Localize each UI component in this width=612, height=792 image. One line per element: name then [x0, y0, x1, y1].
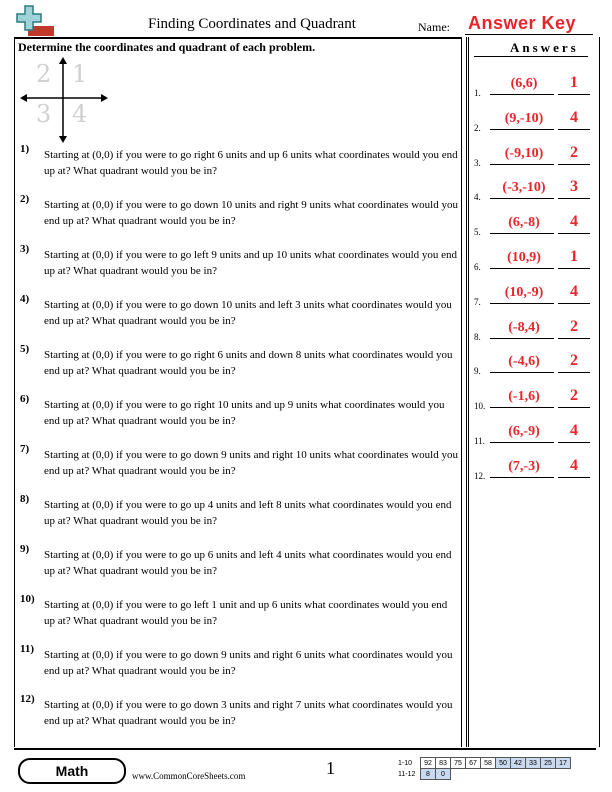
answer-row	[474, 352, 594, 384]
quadrant-answer-line	[558, 303, 590, 304]
question-text: Starting at (0,0) if you were to go left 9 units and up 10 units what coordinates would you end up at? What quadrant would you be in?	[44, 249, 458, 277]
score-cell: 42	[511, 758, 526, 769]
coordinate-answer-line	[490, 164, 554, 165]
math-plus-logo-icon	[14, 4, 54, 38]
coordinate-answer-line	[490, 233, 554, 234]
answer-coordinate: (6,-9)	[508, 424, 540, 439]
score-cell: 75	[451, 758, 466, 769]
question-text: Starting at (0,0) if you were to go down 10 units and right 9 units what coordinates would you end up at? What quadrant would you be in?	[44, 199, 458, 227]
answer-quadrant: 4	[570, 108, 578, 126]
worksheet-title: Finding Coordinates and Quadrant	[148, 16, 356, 32]
score-cell: 50	[496, 758, 511, 769]
question-number: 3)	[20, 243, 30, 255]
answer-row	[474, 422, 594, 454]
answer-coordinate: (6,6)	[510, 76, 538, 91]
question-text: Starting at (0,0) if you were to go right 10 units and up 9 units what coordinates would you end up at? What quadrant would you be in?	[44, 399, 445, 427]
answer-number: 12.	[474, 470, 486, 481]
score-cell: 83	[436, 758, 451, 769]
quadrant-label-1: 1	[72, 60, 88, 88]
quadrant-answer-line	[558, 164, 590, 165]
quadrant-answer-line	[558, 338, 590, 339]
answer-quadrant: 2	[570, 352, 578, 370]
answer-coordinate: (9,-10)	[504, 110, 544, 126]
answer-coordinate: (-9,10)	[504, 145, 544, 161]
answer-quadrant: 2	[570, 143, 578, 161]
answer-row	[474, 282, 594, 315]
question-text: Starting at (0,0) if you were to go right 6 units and down 8 units what coordinates would you end up at? What quadrant would you be in?	[44, 349, 453, 377]
answer-quadrant: 4	[570, 422, 578, 439]
answer-number: 1.	[474, 88, 481, 98]
footer-rule	[14, 748, 596, 750]
question-number: 9)	[20, 543, 30, 555]
question-text: Starting at (0,0) if you were to go down 10 units and left 3 units what coordinates would you end up at? What quadrant would you be in?	[44, 299, 452, 327]
quadrant-answer-line	[558, 233, 590, 234]
answer-number: 2.	[474, 122, 481, 133]
answers-title-underline	[474, 56, 588, 57]
quadrant-answer-line	[558, 442, 590, 443]
question-number: 12)	[20, 693, 35, 705]
answer-coordinate: (10,9)	[507, 250, 541, 265]
answer-quadrant: 1	[570, 248, 578, 265]
score-cell-empty	[481, 769, 496, 780]
answer-coordinate: (6,-8)	[508, 215, 540, 231]
quadrant-answer-line	[558, 372, 590, 373]
quadrant-label-2: 2	[36, 60, 52, 88]
quadrant-answer-line	[558, 407, 590, 408]
coordinate-answer-line	[490, 303, 554, 304]
answer-row	[474, 108, 594, 141]
quadrant-label-3: 3	[36, 100, 52, 128]
answer-key-label: Answer Key	[468, 13, 577, 33]
question-text: Starting at (0,0) if you were to go down 9 units and right 10 units what coordinates would you end up at? What quadrant would you be in?	[44, 449, 458, 477]
answer-coordinate: (-1,6)	[508, 389, 540, 405]
instructions: Determine the coordinates and quadrant of each problem.	[18, 40, 316, 54]
answer-number: 3.	[474, 157, 481, 168]
question-number: 6)	[20, 393, 30, 405]
quadrant-diagram	[18, 56, 110, 144]
question-text: Starting at (0,0) if you were to go up 4 units and left 8 units what coordinates would you end up at? What quadrant would you be in?	[44, 499, 452, 527]
answer-coordinate: (10,-9)	[504, 284, 544, 300]
question-text: Starting at (0,0) if you were to go right 6 units and up 6 units what coordinates would you end up at? What quadrant would you be in?	[44, 149, 458, 177]
score-cell: 58	[481, 758, 496, 769]
score-cell-empty	[556, 769, 571, 780]
question-number: 5)	[20, 343, 30, 355]
subject-badge: Math	[18, 758, 126, 784]
name-label: Name:	[418, 20, 450, 34]
score-table	[398, 757, 571, 780]
answer-number: 11.	[474, 436, 485, 446]
coordinate-answer-line	[490, 338, 554, 339]
score-cell: 0	[436, 769, 451, 780]
score-cell: 17	[556, 758, 571, 769]
answer-coordinate: (-8,4)	[508, 319, 540, 335]
answer-coordinate: (7,-3)	[508, 458, 540, 474]
score-range-label: 11-12	[398, 770, 416, 778]
answer-quadrant: 2	[570, 387, 578, 405]
score-row	[398, 769, 571, 780]
answer-number: 10.	[474, 401, 486, 412]
answers-title: Answers	[510, 40, 579, 55]
answer-row	[474, 74, 594, 106]
site-url: www.CommonCoreSheets.com	[132, 771, 246, 781]
answer-row	[474, 248, 594, 280]
answer-quadrant: 2	[570, 317, 578, 335]
question-number: 2)	[20, 193, 30, 205]
answer-row	[474, 143, 594, 176]
answer-quadrant: 4	[570, 456, 578, 474]
answer-row	[474, 213, 594, 245]
answer-coordinate: (-3,-10)	[502, 180, 546, 196]
coordinate-answer-line	[490, 94, 554, 95]
score-cell: 8	[421, 769, 436, 780]
question-number: 7)	[20, 443, 30, 455]
name-underline	[465, 34, 593, 35]
question-number: 1)	[20, 143, 30, 155]
score-cell: 67	[466, 758, 481, 769]
score-cell-empty	[451, 769, 466, 780]
answer-number: 4.	[474, 192, 481, 203]
answer-row	[474, 317, 594, 350]
score-cell: 92	[421, 758, 436, 769]
coordinate-answer-line	[490, 477, 554, 478]
score-cell-empty	[511, 769, 526, 780]
quadrant-answer-line	[558, 94, 590, 95]
question-text: Starting at (0,0) if you were to go left 1 unit and up 6 units what coordinates would you end up at? What quadrant would you be in?	[44, 599, 448, 627]
page-number: 1	[326, 758, 335, 778]
coordinate-answer-line	[490, 268, 554, 269]
answer-quadrant: 4	[570, 282, 578, 300]
answer-number: 8.	[474, 331, 481, 342]
coordinate-answer-line	[490, 407, 554, 408]
answer-number: 9.	[474, 366, 481, 377]
answer-quadrant: 1	[570, 74, 578, 91]
quadrant-answer-line	[558, 268, 590, 269]
question-number: 4)	[20, 293, 30, 305]
question-text: Starting at (0,0) if you were to go down 9 units and right 6 units what coordinates would you end up at? What quadrant would you be in?	[44, 649, 453, 677]
question-text: Starting at (0,0) if you were to go up 6 units and left 4 units what coordinates would you end up at? What quadrant would you be in?	[44, 549, 452, 577]
question-number: 10)	[20, 593, 35, 605]
answer-coordinate: (-4,6)	[508, 354, 540, 370]
coordinate-answer-line	[490, 129, 554, 130]
answer-number: 7.	[474, 296, 481, 307]
answer-quadrant: 3	[570, 178, 578, 196]
answer-row	[474, 456, 594, 489]
answer-row	[474, 178, 594, 210]
score-cell: 33	[526, 758, 541, 769]
coordinate-answer-line	[490, 442, 554, 443]
question-number: 8)	[20, 493, 30, 505]
question-number: 11)	[20, 643, 35, 655]
question-text: Starting at (0,0) if you were to go down 3 units and right 7 units what coordinates would you end up at? What quadrant would you be in?	[44, 699, 453, 727]
answer-number: 5.	[474, 227, 481, 238]
quadrant-answer-line	[558, 129, 590, 130]
quadrant-answer-line	[558, 477, 590, 478]
coordinate-answer-line	[490, 372, 554, 373]
axes-arrows-icon	[18, 56, 110, 144]
answer-row	[474, 387, 594, 419]
answer-number: 6.	[474, 262, 481, 272]
score-cell-empty	[466, 769, 481, 780]
answer-quadrant: 4	[570, 213, 578, 231]
quadrant-answer-line	[558, 198, 590, 199]
score-cell-empty	[541, 769, 556, 780]
score-cell: 25	[541, 758, 556, 769]
score-cell-empty	[526, 769, 541, 780]
score-range-label: 1-10	[398, 759, 413, 767]
quadrant-label-4: 4	[72, 100, 88, 128]
coordinate-answer-line	[490, 198, 554, 199]
score-cell-empty	[496, 769, 511, 780]
score-row	[398, 758, 571, 769]
